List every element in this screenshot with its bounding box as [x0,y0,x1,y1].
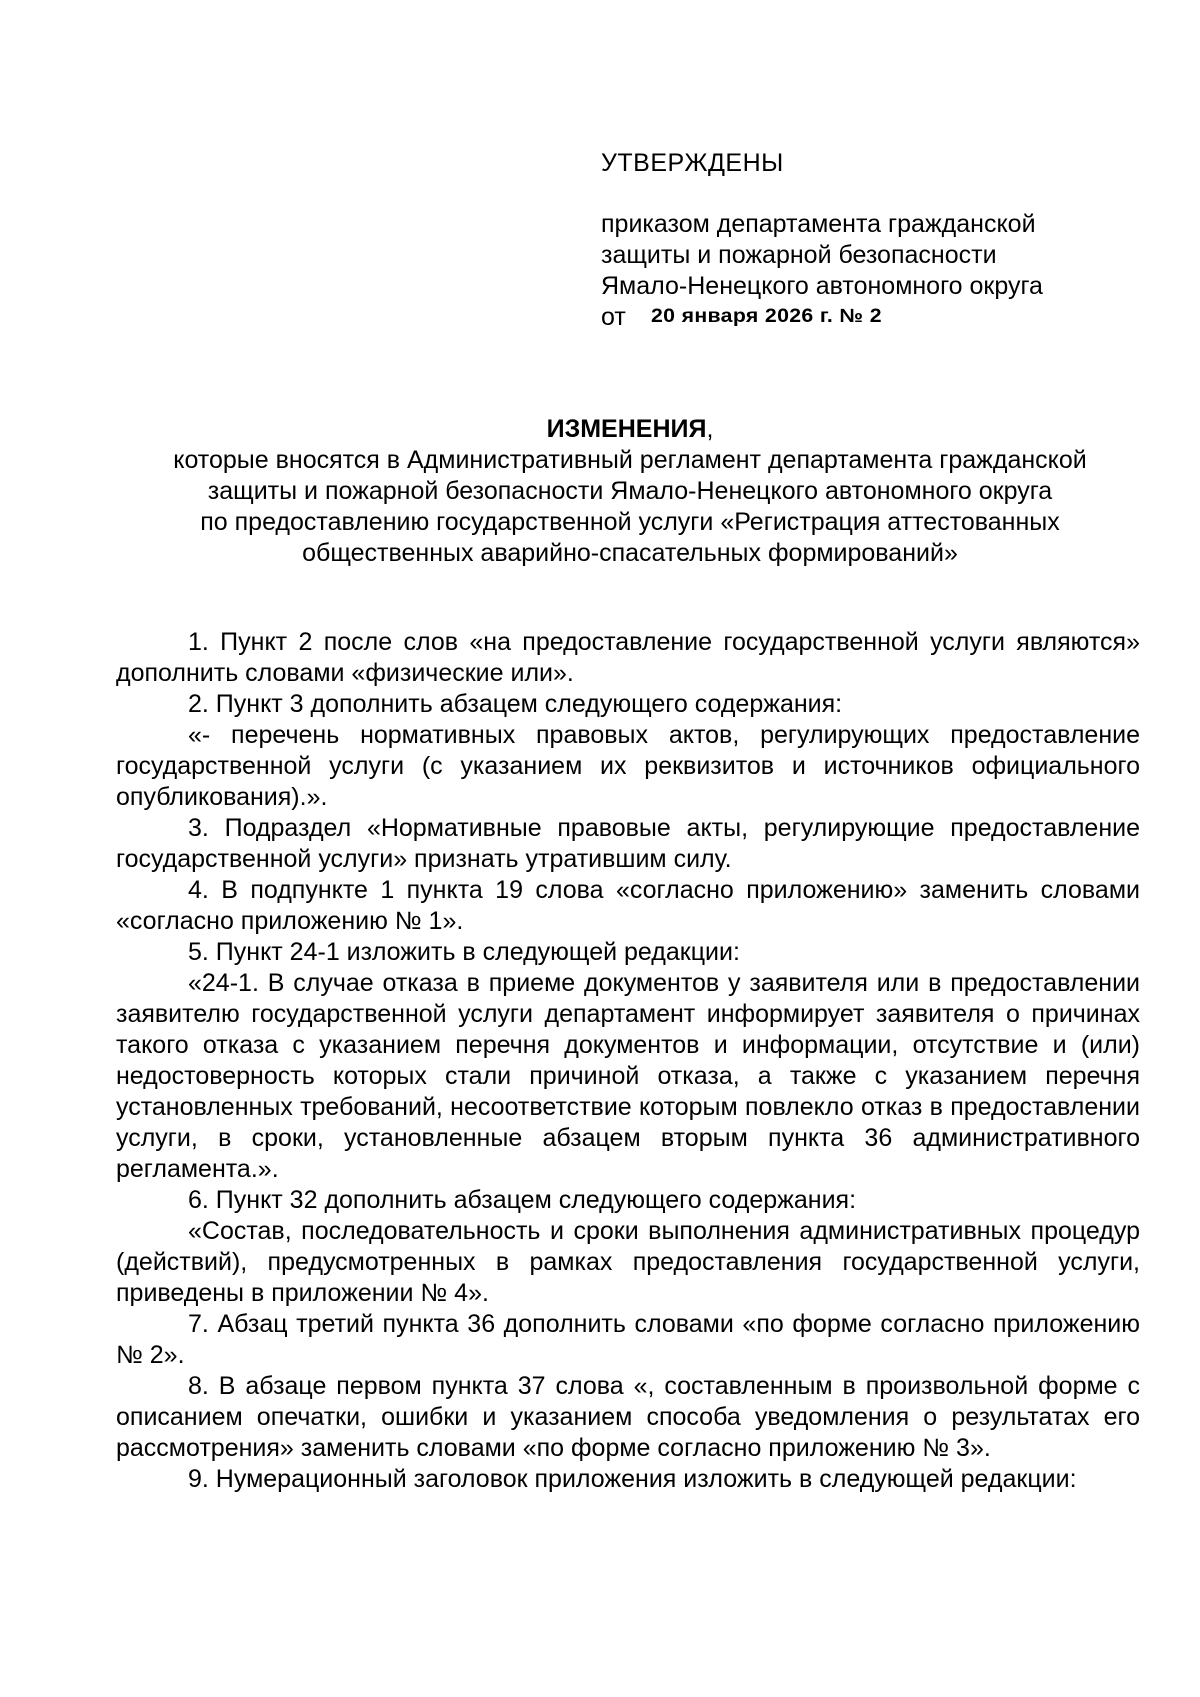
title-suffix: , [706,415,714,443]
approval-line-2: защиты и пожарной безопасности [601,241,997,269]
document-heading [120,414,1140,569]
paragraph-item-1: 1. Пункт 2 после слов «на предоставление государственной услуги являются» дополнить словами «физические или». [116,628,1140,687]
subtitle-line-1: которые вносятся в Административный регламент департамента гражданской [173,446,1087,474]
approved-label: УТВЕРЖДЕНЫ [601,149,784,177]
paragraph-item-2: 2. Пункт 3 дополнить абзацем следующего содержания: [188,690,843,718]
paragraph-item-6: 6. Пункт 32 дополнить абзацем следующего содержания: [188,1186,857,1214]
subtitle-line-2: защиты и пожарной безопасности Ямало-Ненецкого автономного округа [207,477,1053,505]
approval-line-3: Ямало-Ненецкого автономного округа [601,272,1043,300]
subtitle-line-4: общественных аварийно-спасательных формирований» [302,539,958,567]
paragraph-item-7: 7. Абзац третий пункта 36 дополнить словами «по форме согласно приложению № 2». [116,1310,1140,1369]
document-title [120,414,1140,445]
paragraph-item-5: 5. Пункт 24-1 изложить в следующей редакции: [188,938,740,966]
order-date: 20 января 2026 г. № 2 [651,306,882,327]
paragraph-item-8: 8. В абзаце первом пункта 37 слова «, составленным в произвольной форме с описанием опечатки, ошибки и указанием способа уведомления о результатах его рассмотрения» заменить словами «по форме согласно приложению № 3». [116,1372,1140,1462]
paragraph-quote-5: «24-1. В случае отказа в приеме документов у заявителя или в предоставлении заявителю государственной услуги департамент информирует заявителя о причинах такого отказа с указанием перечня документов и информации, отсутствие и (или) недостоверность которых стали причиной отказа, а также с указанием перечня установленных требований, несоответствие которым повлекло отказ в предоставлении услуги, в сроки, установленные абзацем вторым пункта 36 административного регламента.». [116,969,1140,1183]
title-text: ИЗМЕНЕНИЯ [546,415,707,443]
subtitle-line-3: по предоставлению государственной услуги «Регистрация аттестованных [200,508,1060,536]
paragraph-quote-6: «Состав, последовательность и сроки выполнения административных процедур (действий), предусмотренных в рамках предоставления государственной услуги, приведены в приложении № 4». [116,1217,1140,1307]
paragraph-item-4: 4. В подпункте 1 пункта 19 слова «согласно приложению» заменить словами «согласно приложению № 1». [116,876,1140,935]
approval-date-line [601,302,1121,333]
approval-block [601,148,1121,333]
paragraph-quote-2: «- перечень нормативных правовых актов, регулирующих предоставление государственной услуги (с указанием их реквизитов и источников официального опубликования).». [116,721,1140,811]
paragraph-item-3: 3. Подраздел «Нормативные правовые акты, регулирующие предоставление государственной услуги» признать утратившим силу. [116,814,1140,873]
paragraph-item-9: 9. Нумерационный заголовок приложения изложить в следующей редакции: [188,1465,1077,1493]
document-body [116,627,1140,1495]
approval-line-1: приказом департамента гражданской [601,210,1036,238]
date-prefix: от [601,303,626,331]
